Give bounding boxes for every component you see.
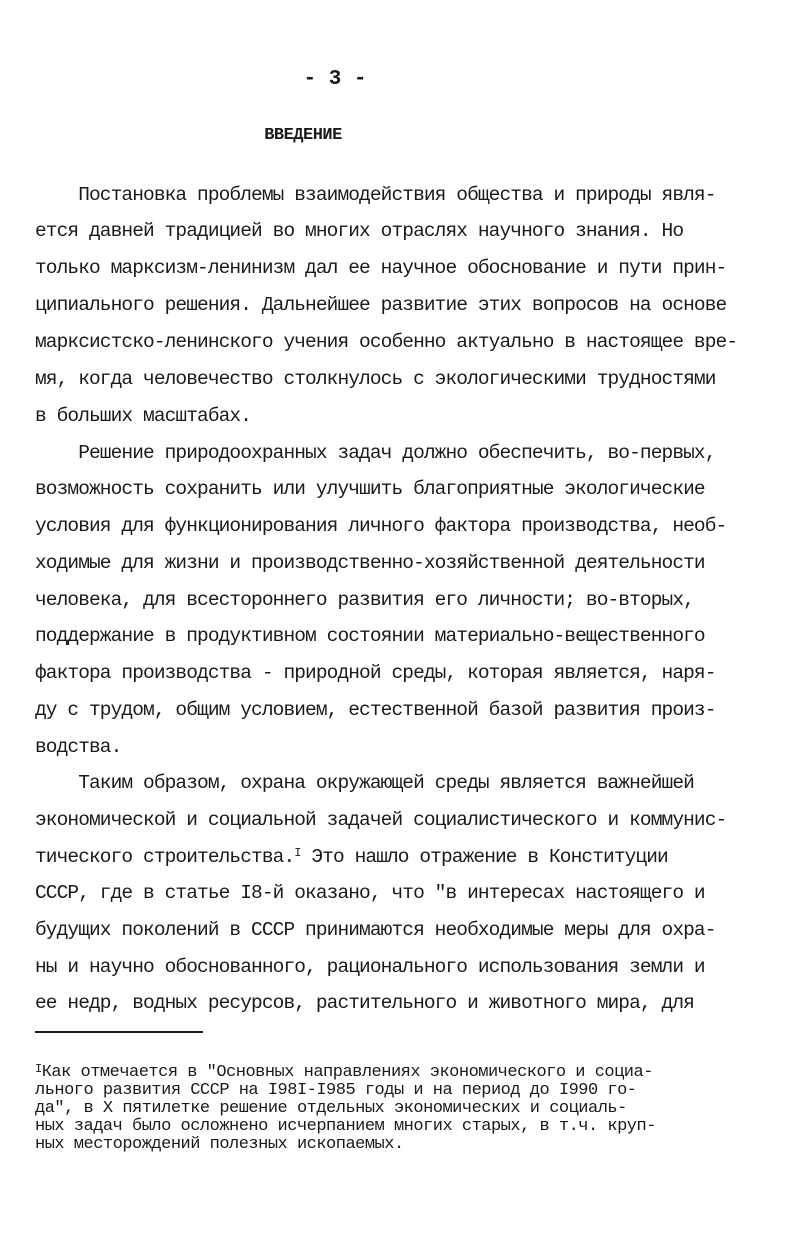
body-line: водства.	[35, 736, 122, 758]
footnote-line: ных месторождений полезных ископаемых.	[35, 1135, 404, 1154]
body-line: только марксизм-ленинизм дал ее научное обоснование и пути прин-	[35, 257, 727, 279]
footnote-line: да", в X пятилетке решение отдельных экономических и социаль-	[35, 1099, 627, 1118]
footnote-marker: I	[35, 1062, 42, 1076]
body-line: ципиального решения. Дальнейшее развитие этих вопросов на основе	[35, 294, 727, 316]
footnote-divider	[35, 1031, 203, 1033]
body-line: будущих поколений в СССР принимаются необходимые меры для охра-	[35, 919, 716, 941]
body-line: СССР, где в статье I8-й оказано, что "в интересах настоящего и	[35, 882, 705, 904]
body-line: Решение природоохранных задач должно обеспечить, во-первых,	[35, 442, 716, 464]
footnote-text: Как отмечается в "Основных направлениях экономического и социа-	[41, 1063, 653, 1082]
body-line: ны и научно обоснованного, рационального использования земли и	[35, 956, 705, 978]
body-line: Постановка проблемы взаимодействия общества и природы явля-	[35, 184, 716, 206]
body-line-with-footnote-ref	[35, 845, 668, 869]
footnote-reference: I	[294, 846, 301, 860]
footnote-line	[35, 1062, 653, 1082]
body-line: фактора производства - природной среды, которая является, наря-	[35, 662, 716, 684]
body-line: человека, для всестороннего развития его личности; во-вторых,	[35, 589, 694, 611]
body-line-text: Это нашло отражение в Конституции	[300, 846, 668, 868]
body-line: марксистско-ленинского учения особенно актуально в настоящее вре-	[35, 331, 738, 353]
body-line: ется давней традицией во многих отраслях научного знания. Но	[35, 220, 684, 242]
footnote-line: льного развития СССР на I98I-I985 годы и на период до I990 го-	[35, 1081, 637, 1100]
body-line: Таким образом, охрана окружающей среды является важнейшей	[35, 772, 694, 794]
body-line: экономической и социальной задачей социалистического и коммунис-	[35, 809, 727, 831]
body-line: в больших масштабах.	[35, 405, 252, 427]
section-heading: ВВЕДЕНИЕ	[264, 126, 342, 145]
body-line: мя, когда человечество столкнулось с экологическими трудностями	[35, 368, 716, 390]
footnote-line: ных задач было осложнено исчерпанием многих старых, в т.ч. круп-	[35, 1117, 656, 1136]
body-line: ходимые для жизни и производственно-хозяйственной деятельности	[35, 552, 705, 574]
body-line: ду с трудом, общим условием, естественной базой развития произ-	[35, 699, 716, 721]
body-line: возможность сохранить или улучшить благоприятные экологические	[35, 478, 705, 500]
body-line-text: тического строительства.	[35, 846, 295, 868]
body-line: ее недр, водных ресурсов, растительного и животного мира, для	[35, 992, 694, 1014]
body-line: поддержание в продуктивном состоянии материально-вещественного	[35, 625, 705, 647]
body-line: условия для функционирования личного фактора производства, необ-	[35, 515, 727, 537]
page-number: - 3 -	[303, 68, 367, 91]
